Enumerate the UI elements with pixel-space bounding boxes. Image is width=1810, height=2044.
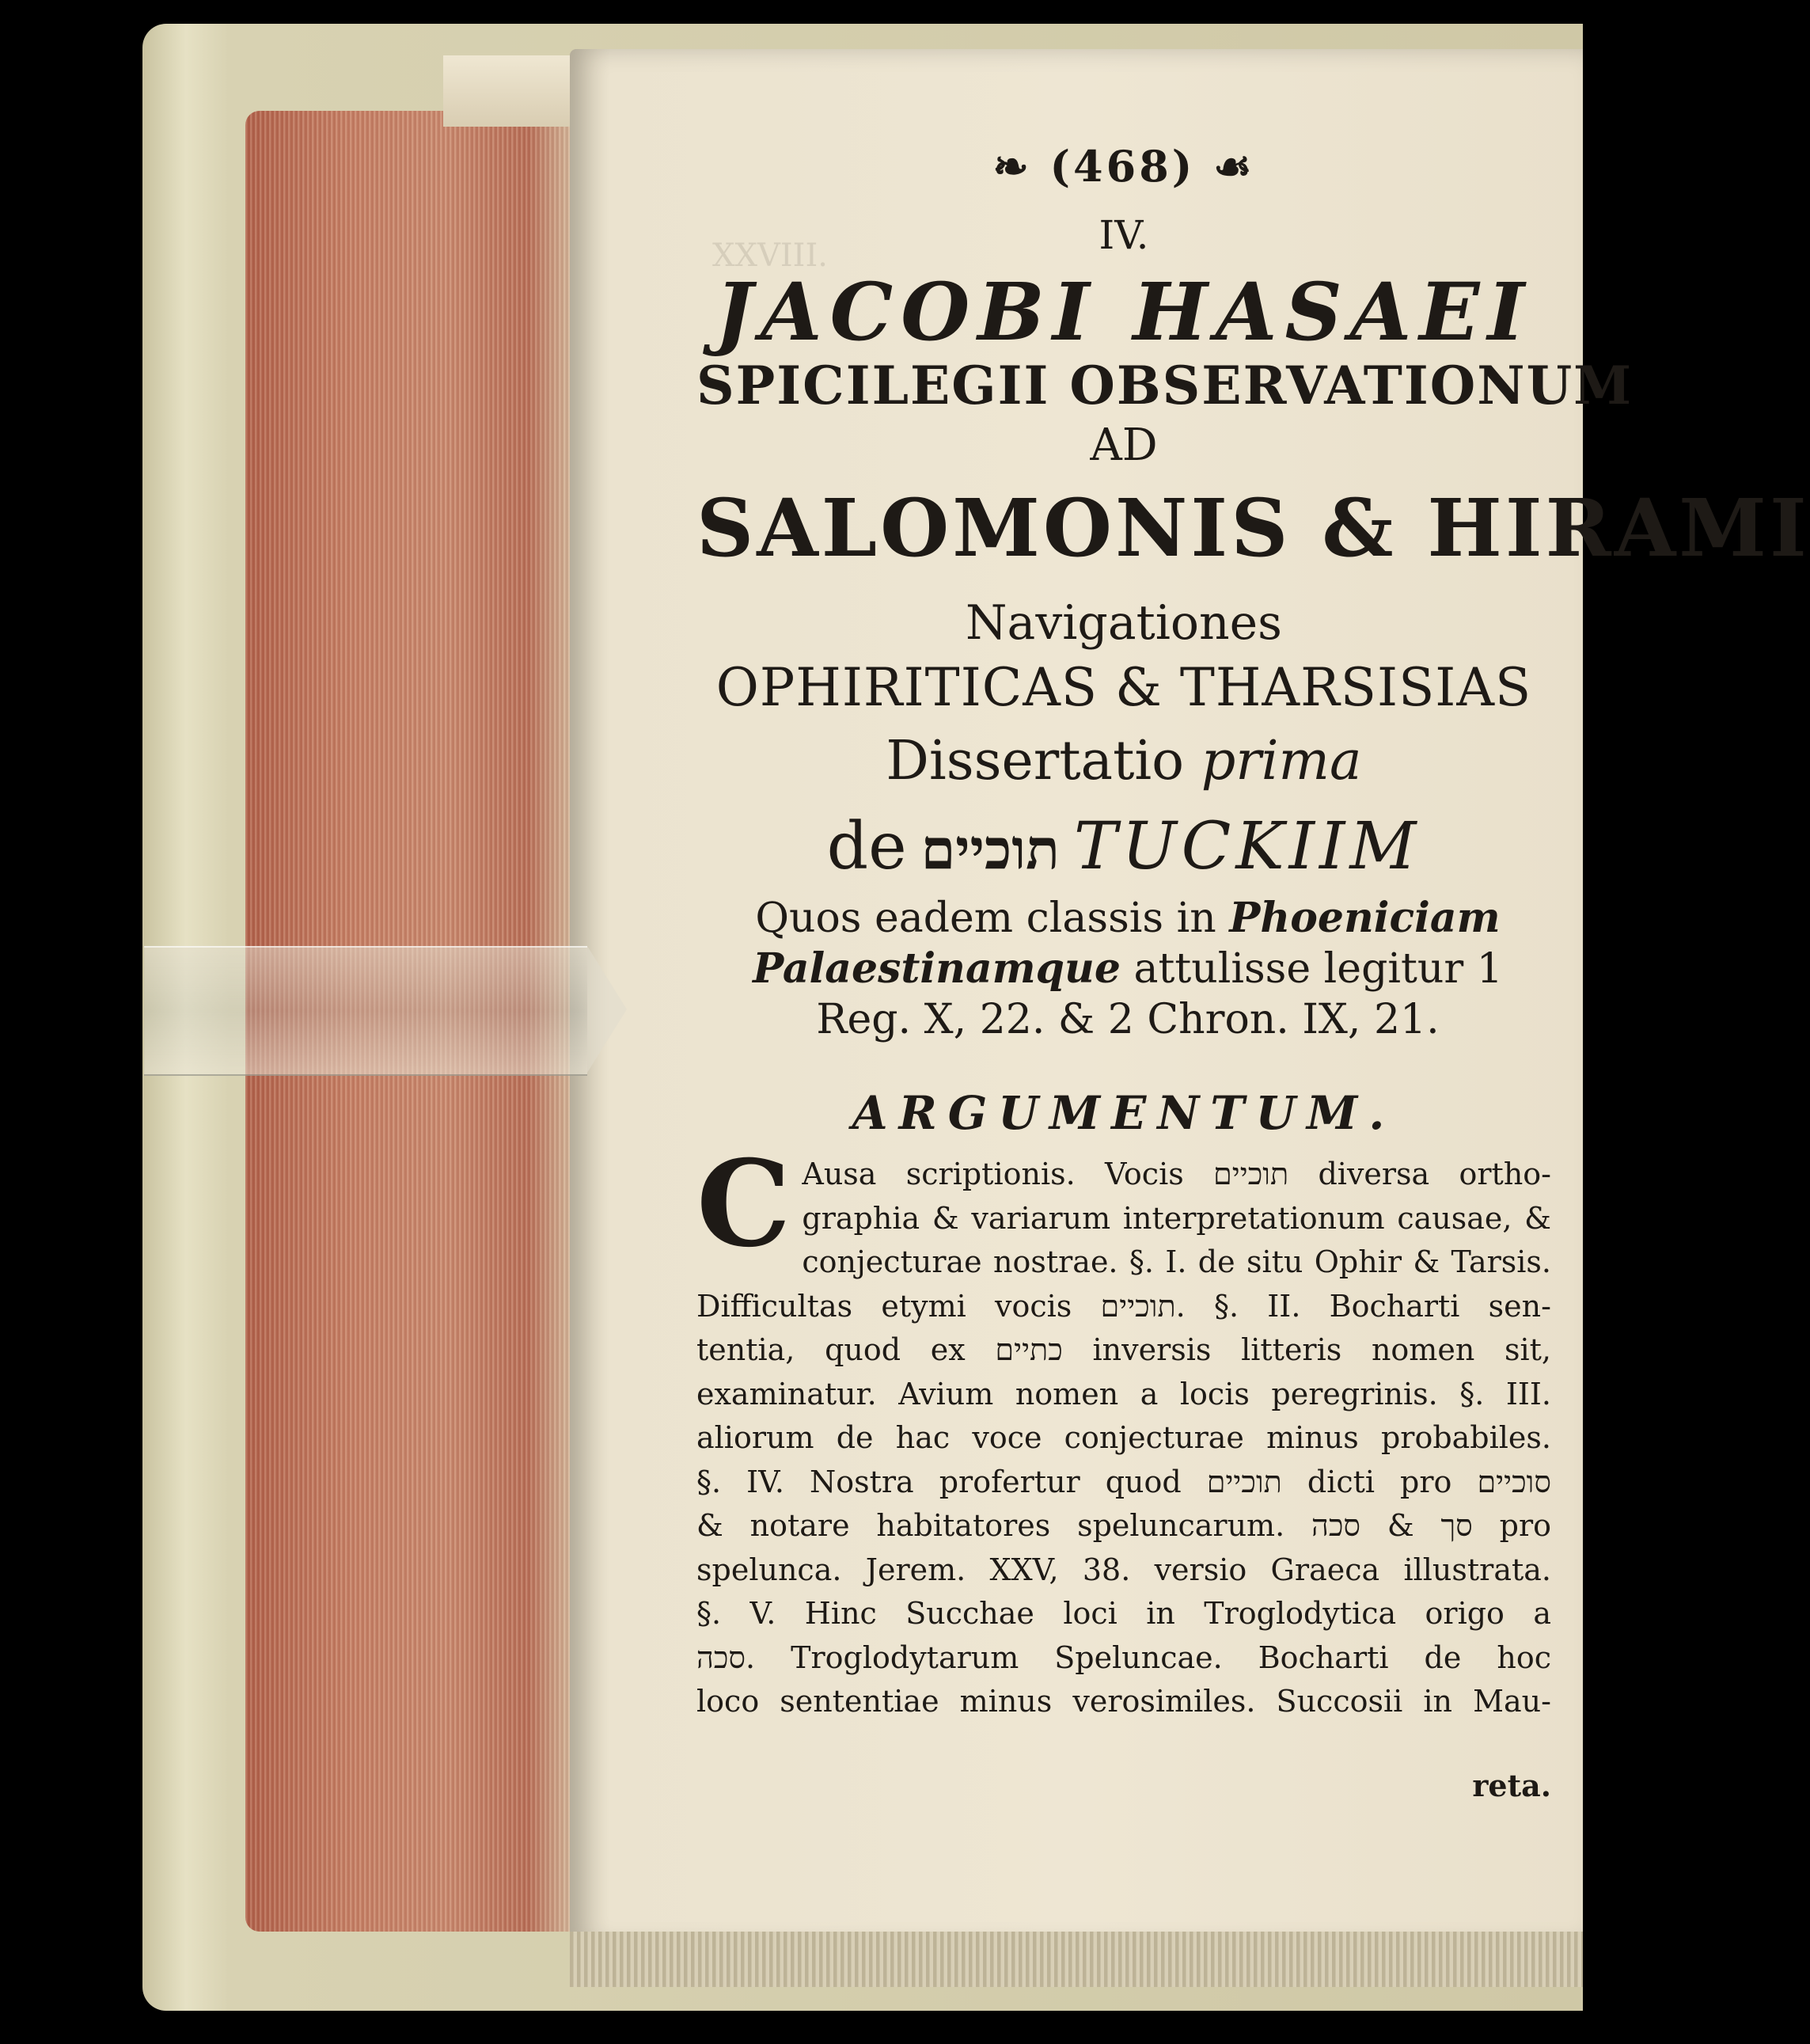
title-line-5: OPHIRITICAS & THARSISIAS — [715, 657, 1532, 718]
body-line: tentia, quod ex כתיים inversis litteris nomen sit, — [696, 1332, 1551, 1367]
page-number: (468) — [1049, 141, 1196, 192]
author-name: JACOBI HASAEI — [715, 265, 1533, 359]
title-line-2: AD — [1090, 420, 1158, 471]
title-line-6 — [696, 730, 1551, 792]
catchword: reta. — [1472, 1768, 1551, 1803]
body-line: Difficultas etymi vocis תוכיים. §. II. Bocharti sen- — [696, 1288, 1551, 1324]
plastic-bookmark — [144, 946, 587, 1076]
body-line: aliorum de hac voce conjecturae minus probabiles. — [696, 1420, 1551, 1455]
page-edge-top — [443, 55, 586, 127]
subtitle-part-c: attulisse legitur 1 Reg. X, 22. & 2 Chron. IX, 21. — [816, 945, 1503, 1043]
argument-heading: ARGUMENTUM. — [852, 1086, 1396, 1140]
tuckiim-word: TUCKIIM — [1073, 809, 1421, 884]
subtitle-paragraph — [704, 893, 1551, 1045]
title-line-1: SPICILEGII OBSERVATIONUM — [696, 355, 1634, 416]
de-word: de — [826, 809, 907, 884]
title-line-3: SALOMONIS & HIRAMI — [696, 481, 1810, 575]
body-line: §. V. Hinc Succhae loci in Troglodytica origo a — [696, 1596, 1551, 1631]
dissertatio-word: Dissertatio — [886, 730, 1185, 792]
drop-cap: C — [696, 1134, 791, 1274]
section-number: IV. — [1099, 212, 1149, 258]
header-ornament-right-icon: ☙ — [1195, 141, 1255, 192]
prima-word: prima — [1201, 730, 1362, 792]
argument-body — [696, 1134, 1552, 1724]
body-line: loco sententiae minus verosimiles. Succosii in Mau- — [696, 1684, 1551, 1719]
body-line: סכה. Troglodytarum Speluncae. Bocharti de hoc — [696, 1639, 1551, 1675]
title-line-4: Navigationes — [966, 595, 1282, 651]
hebrew-title-word: תוכיים — [920, 816, 1060, 882]
body-line: examinatur. Avium nomen a locis peregrinis. §. III. — [696, 1376, 1551, 1411]
body-line: graphia & variarum interpretationum causae, & — [802, 1200, 1551, 1236]
body-line: conjecturae nostrae. §. I. de situ Ophir & Tarsis. — [802, 1244, 1551, 1279]
subtitle-part-a: Quos eadem classis in — [755, 895, 1216, 942]
body-line: §. IV. Nostra profertur quod תוכיים dicti pro סוכיים — [696, 1464, 1551, 1499]
body-line: spelunca. Jerem. XXV, 38. versio Graeca illustrata. — [696, 1552, 1551, 1587]
show-through-text: XXVIII. — [712, 237, 828, 274]
page-header — [696, 141, 1551, 192]
title-line-7 — [696, 809, 1551, 884]
header-ornament-left-icon: ❧ — [992, 141, 1050, 192]
page-bottom-edge — [570, 1932, 1583, 1987]
bookmark-tip — [587, 946, 627, 1073]
subtitle-part-b: Phoeniciam Palaestinamque — [753, 894, 1501, 993]
body-line: & notare habitatores speluncarum. סך & סכה pro — [696, 1508, 1552, 1543]
body-line: Ausa scriptionis. Vocis תוכיים diversa ortho- — [802, 1157, 1552, 1191]
